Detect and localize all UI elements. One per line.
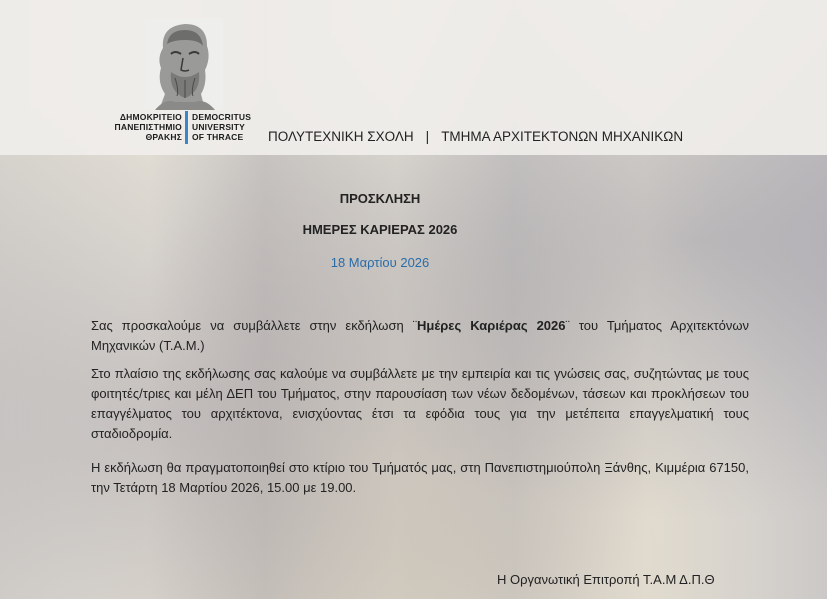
democritus-bust-icon (145, 18, 223, 110)
logo-divider (185, 111, 188, 144)
logo-text-greek: ΔΗΜΟΚΡΙΤΕΙΟ ΠΑΝΕΠΙΣΤΗΜΙΟ ΘΡΑΚΗΣ (114, 112, 182, 142)
paragraph-location: Η εκδήλωση θα πραγματοποιηθεί στο κτίριο του Τμήματός μας, στη Πανεπιστημιούπολη Ξάνθης, Κιμμέρια 67150, την Τετάρτη 18 Μαρτίου 2026, 15.00 με 19.00. (91, 460, 749, 495)
department-name: ΤΜΗΜΑ ΑΡΧΙΤΕΚΤΟΝΩΝ ΜΗΧΑΝΙΚΩΝ (441, 129, 684, 144)
event-name-bold: Ημέρες Καριέρας 2026 (417, 318, 566, 333)
separator: | (425, 129, 430, 144)
university-logo (105, 16, 250, 146)
school-name: ΠΟΛΥΤΕΧΝΙΚΗ ΣΧΟΛΗ (268, 129, 414, 144)
signature: Η Οργανωτική Επιτροπή Τ.Α.Μ Δ.Π.Θ (497, 572, 715, 587)
logo-text-english: DEMOCRITUS UNIVERSITY OF THRACE (192, 112, 252, 142)
school-department-line (268, 129, 683, 144)
invitation-title: ΠΡΟΣΚΛΗΣΗ (339, 191, 421, 206)
paragraph-intro: Σας προσκαλούμε να συμβάλλετε στην εκδήλωση ¨Ημέρες Καριέρας 2026¨ του Τμήματος Αρχιτεκτόνων Μηχανικών (Τ.Α.Μ.) (91, 318, 750, 353)
event-title: ΗΜΕΡΕΣ ΚΑΡΙΕΡΑΣ 2026 (302, 222, 458, 237)
event-date: 18 Μαρτίου 2026 (330, 255, 430, 270)
paragraph-details: Στο πλαίσιο της εκδήλωσης σας καλούμε να συμβάλλετε με την εμπειρία και τις γνώσεις σας, συζητώντας με τους φοιτητές/τριες και μέλη ΔΕΠ του Τμήματος, στην παρουσίαση των νέων δεδομένων, τάσεων και προκλήσεων του επαγγέλματος του αρχιτέκτονα, ενισχύοντας έτσι τα εφόδια τους για την μετέπειτα επαγγελματική τους σταδιοδρομία. (91, 366, 749, 441)
header-band (0, 0, 827, 155)
